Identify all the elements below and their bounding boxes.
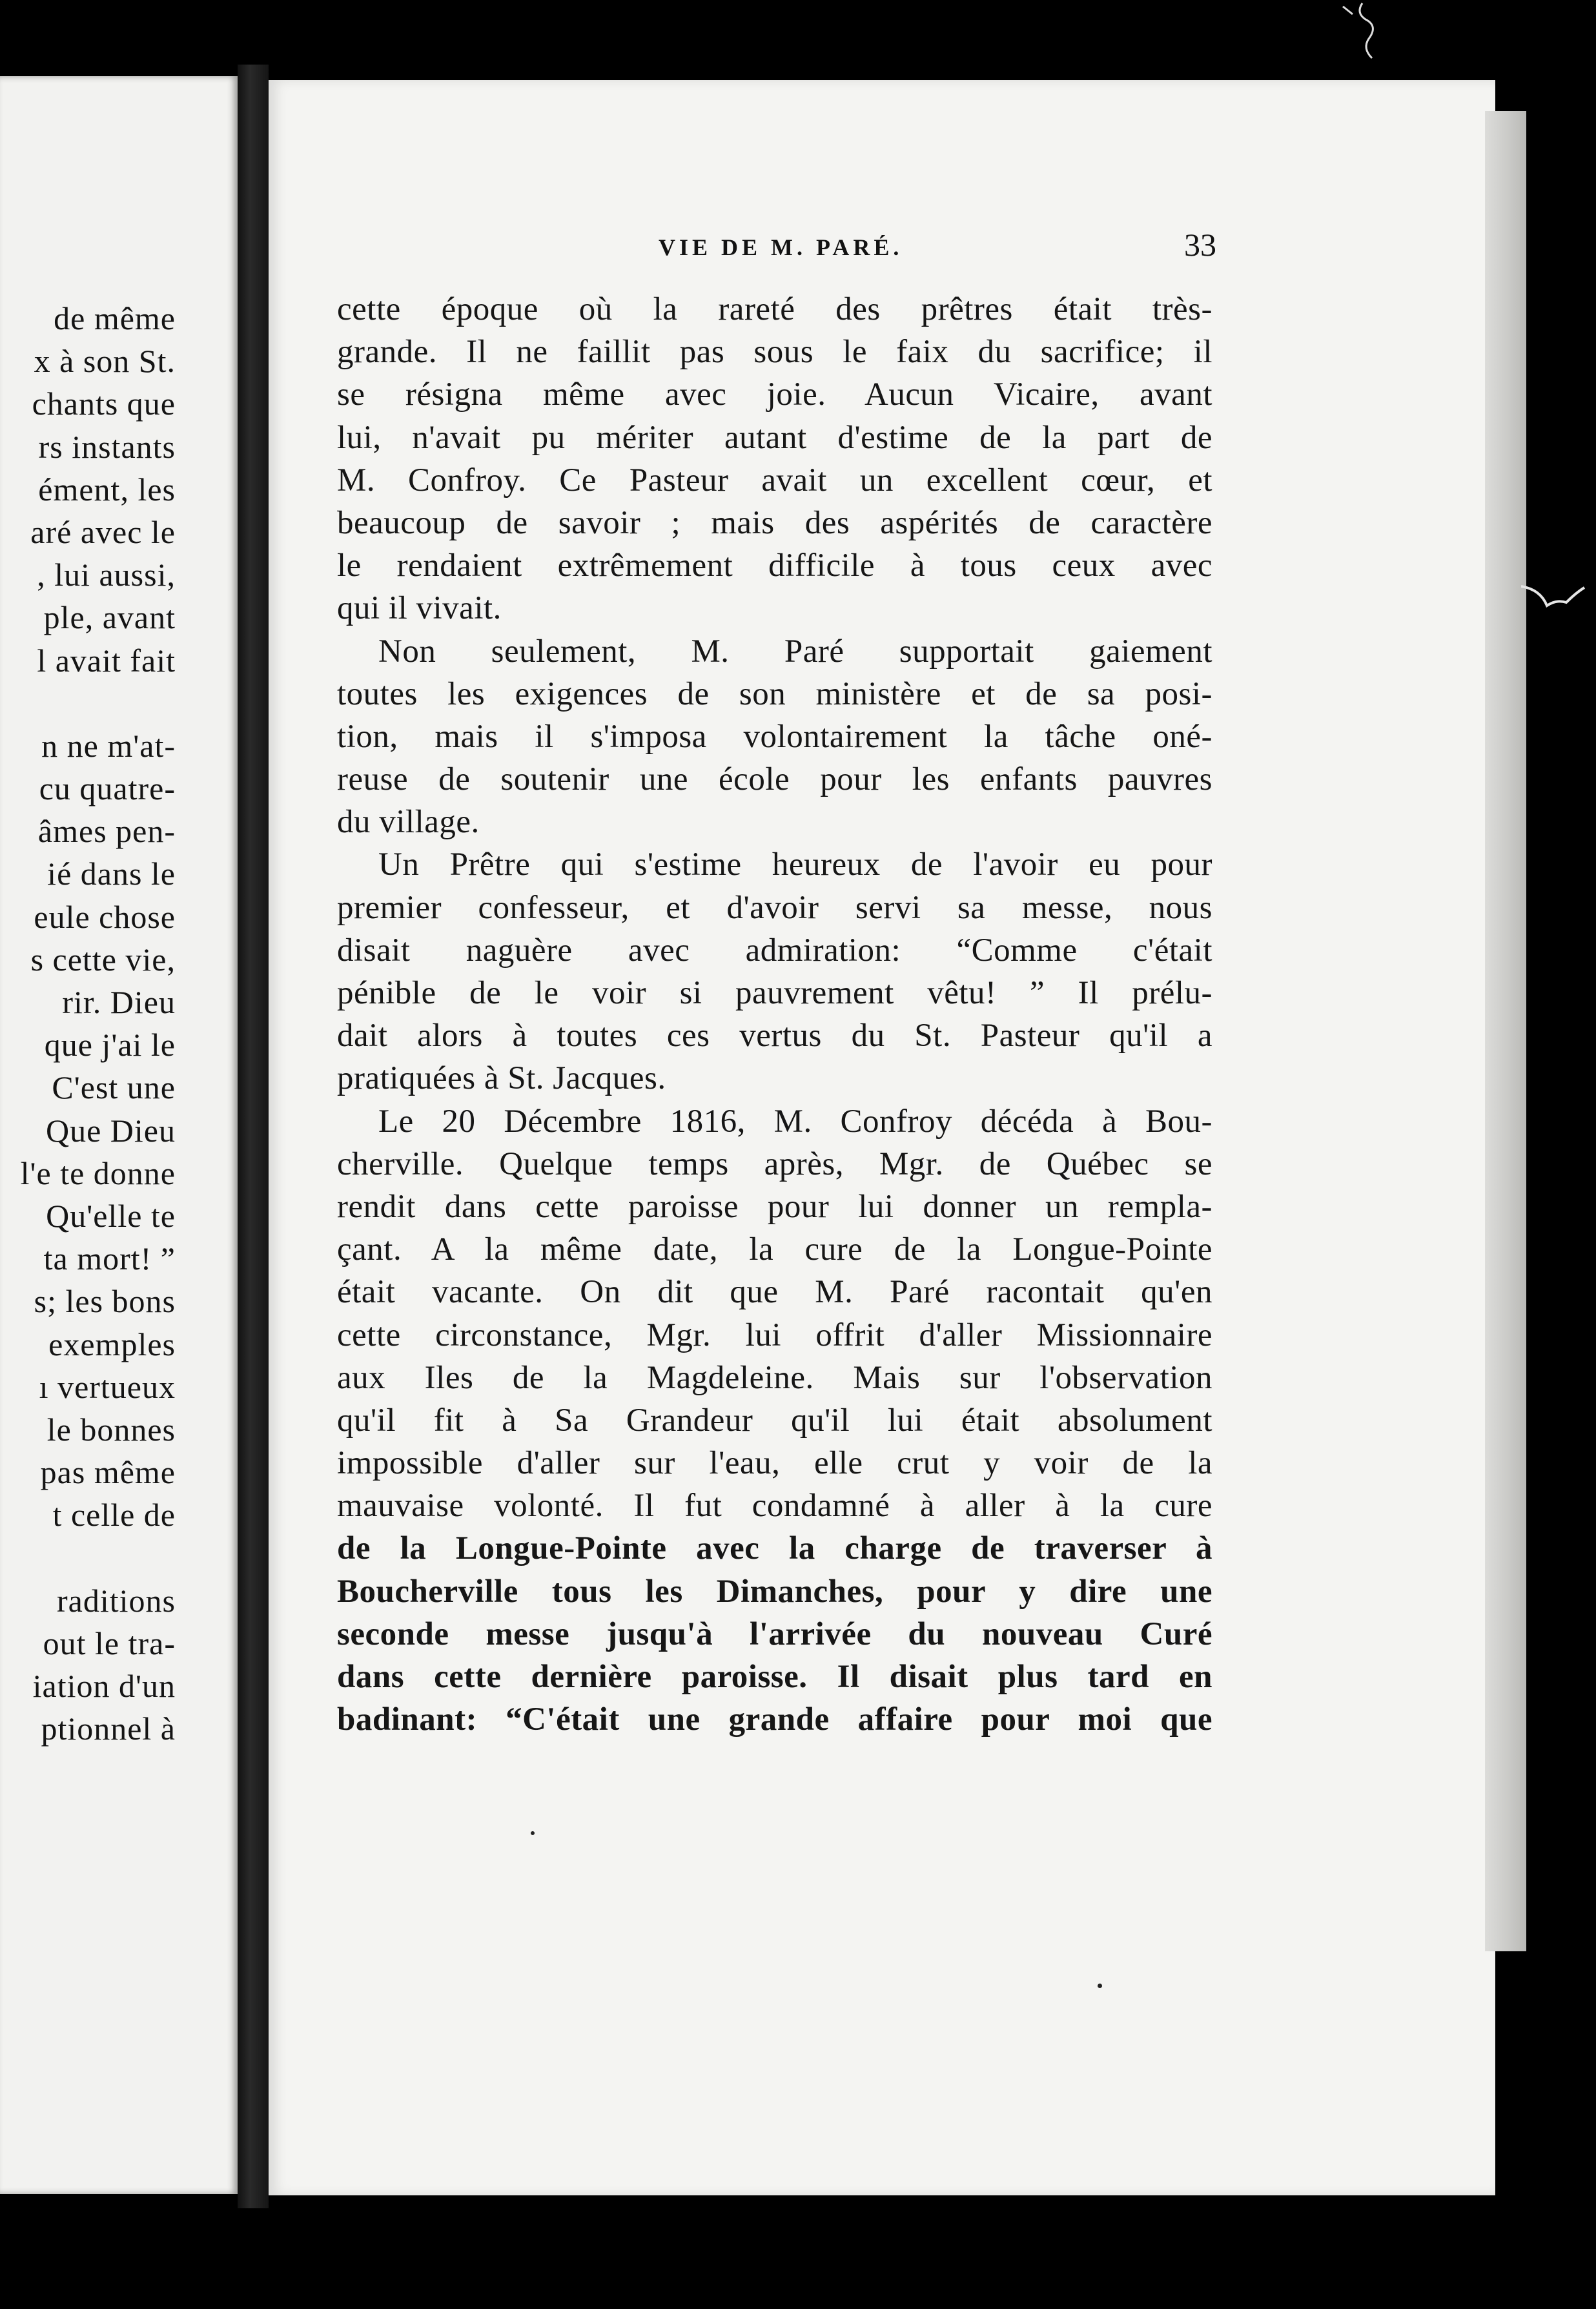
text-line: badinant: “C'était une grande affaire pour moi que <box>337 1701 1212 1738</box>
text-line: Boucherville tous les Dimanches, pour y dire une <box>337 1573 1212 1610</box>
facing-page-line: l avait fait <box>37 642 176 679</box>
text-line: Non seulement, M. Paré supportait gaiement <box>378 633 1212 670</box>
facing-page-line: ié dans le <box>47 856 176 892</box>
facing-page-line: le bonnes <box>46 1411 176 1448</box>
facing-page-line: , lui aussi, <box>37 557 176 593</box>
text-line: grande. Il ne faillit pas sous le faix du sacrifice; il <box>337 334 1212 371</box>
facing-page-line: ple, avant <box>43 599 176 636</box>
facing-page-line: que j'ai le <box>44 1027 176 1063</box>
text-line: pratiquées à St. Jacques. <box>337 1060 666 1097</box>
facing-page-left <box>0 76 238 2194</box>
text-line: mauvaise volonté. Il fut condamné à aller à la cure <box>337 1488 1212 1524</box>
facing-page-line <box>0 1539 176 1581</box>
text-line: se résigna même avec joie. Aucun Vicaire, avant <box>337 376 1212 413</box>
running-title: VIE DE M. PARÉ. <box>659 234 903 260</box>
facing-page-line: ément, les <box>38 471 176 508</box>
text-line: lui, n'avait pu mériter autant d'estime de la part de <box>337 419 1212 456</box>
text-line: du village. <box>337 804 480 841</box>
facing-page-line: x à son St. <box>34 343 176 380</box>
text-line: impossible d'aller sur l'eau, elle crut y voir de la <box>337 1445 1212 1482</box>
text-line: disait naguère avec admiration: “Comme c'était <box>337 932 1212 969</box>
facing-page-line: ptionnel à <box>41 1710 176 1747</box>
text-line: le rendaient extrêmement difficile à tous ceux avec <box>337 548 1212 584</box>
ink-speck <box>531 1831 535 1835</box>
facing-page-line: Que Dieu <box>46 1112 176 1149</box>
facing-page-line: cu quatre- <box>39 770 176 807</box>
text-line: cette époque où la rareté des prêtres était très- <box>337 291 1212 327</box>
facing-page-line: rir. Dieu <box>62 984 176 1020</box>
facing-page-line: n ne m'at- <box>41 727 176 764</box>
text-line: Un Prêtre qui s'estime heureux de l'avoir eu pour <box>378 847 1212 883</box>
facing-page-line: t celle de <box>52 1497 176 1534</box>
book-gutter <box>238 65 269 2208</box>
text-line: premier confesseur, et d'avoir servi sa messe, nous <box>337 889 1212 926</box>
facing-page-line: Qu'elle te <box>46 1197 176 1234</box>
facing-page-line: pas même <box>40 1454 176 1491</box>
text-line: aux Iles de la Magdeleine. Mais sur l'observation <box>337 1359 1212 1396</box>
facing-page-text <box>0 300 176 1752</box>
text-line: tion, mais il s'imposa volontairement la tâche oné- <box>337 718 1212 755</box>
text-line: qu'il fit à Sa Grandeur qu'il lui était absolument <box>337 1402 1212 1439</box>
text-line: dans cette dernière paroisse. Il disait plus tard en <box>337 1659 1212 1695</box>
text-line: M. Confroy. Ce Pasteur avait un excellent cœur, et <box>337 462 1212 498</box>
facing-page-line: out le tra- <box>43 1625 176 1661</box>
text-line: toutes les exigences de son ministère et de sa posi- <box>337 675 1212 712</box>
facing-page-line: rs instants <box>38 428 176 465</box>
text-line: rendit dans cette paroisse pour lui donner un rempla- <box>337 1188 1212 1225</box>
page-number: 33 <box>1184 227 1216 263</box>
facing-page-line: s cette vie, <box>30 941 176 978</box>
text-line: reuse de soutenir une école pour les enfants pauvres <box>337 761 1212 798</box>
text-line: de la Longue-Pointe avec la charge de traverser à <box>337 1530 1212 1567</box>
facing-page-line: iation d'un <box>32 1668 176 1704</box>
text-line: dait alors à toutes ces vertus du St. Pasteur qu'il a <box>337 1018 1212 1054</box>
facing-page-line: chants que <box>32 385 176 422</box>
facing-page-line: de même <box>54 300 176 336</box>
facing-page-line: ta mort! ” <box>43 1240 176 1277</box>
facing-page-line: exemples <box>48 1326 176 1362</box>
facing-page-line: C'est une <box>52 1069 176 1106</box>
ink-speck <box>1098 1984 1102 1988</box>
facing-page-line: s; les bons <box>34 1283 176 1320</box>
text-line: pénible de le voir si pauvrement vêtu! ” Il prélu- <box>337 975 1212 1011</box>
facing-page-line: aré avec le <box>30 513 176 550</box>
facing-page-line: âmes pen- <box>37 813 176 850</box>
page-edge-stack <box>1485 111 1526 1951</box>
facing-page-line: raditions <box>57 1582 176 1619</box>
facing-page-line: eule chose <box>34 898 176 935</box>
text-line: seconde messe jusqu'à l'arrivée du nouveau Curé <box>337 1616 1212 1652</box>
text-line: était vacante. On dit que M. Paré racontait qu'en <box>337 1274 1212 1311</box>
text-line: beaucoup de savoir ; mais des aspérités de caractère <box>337 504 1212 541</box>
text-line: Le 20 Décembre 1816, M. Confroy décéda à Bou- <box>378 1103 1212 1140</box>
facing-page-line: ı vertueux <box>39 1368 176 1405</box>
scan-artifact-mark <box>1317 0 1395 65</box>
facing-page-line: l'e te donne <box>20 1154 176 1191</box>
text-line: cherville. Quelque temps après, Mgr. de Québec se <box>337 1145 1212 1182</box>
scan-artifact-hook <box>1521 580 1586 619</box>
text-line: çant. A la même date, la cure de la Longue-Pointe <box>337 1231 1212 1268</box>
text-line: cette circonstance, Mgr. lui offrit d'aller Missionnaire <box>337 1317 1212 1353</box>
facing-page-line <box>0 684 176 727</box>
text-line: qui il vivait. <box>337 590 502 627</box>
page-body-text <box>337 288 1212 1741</box>
